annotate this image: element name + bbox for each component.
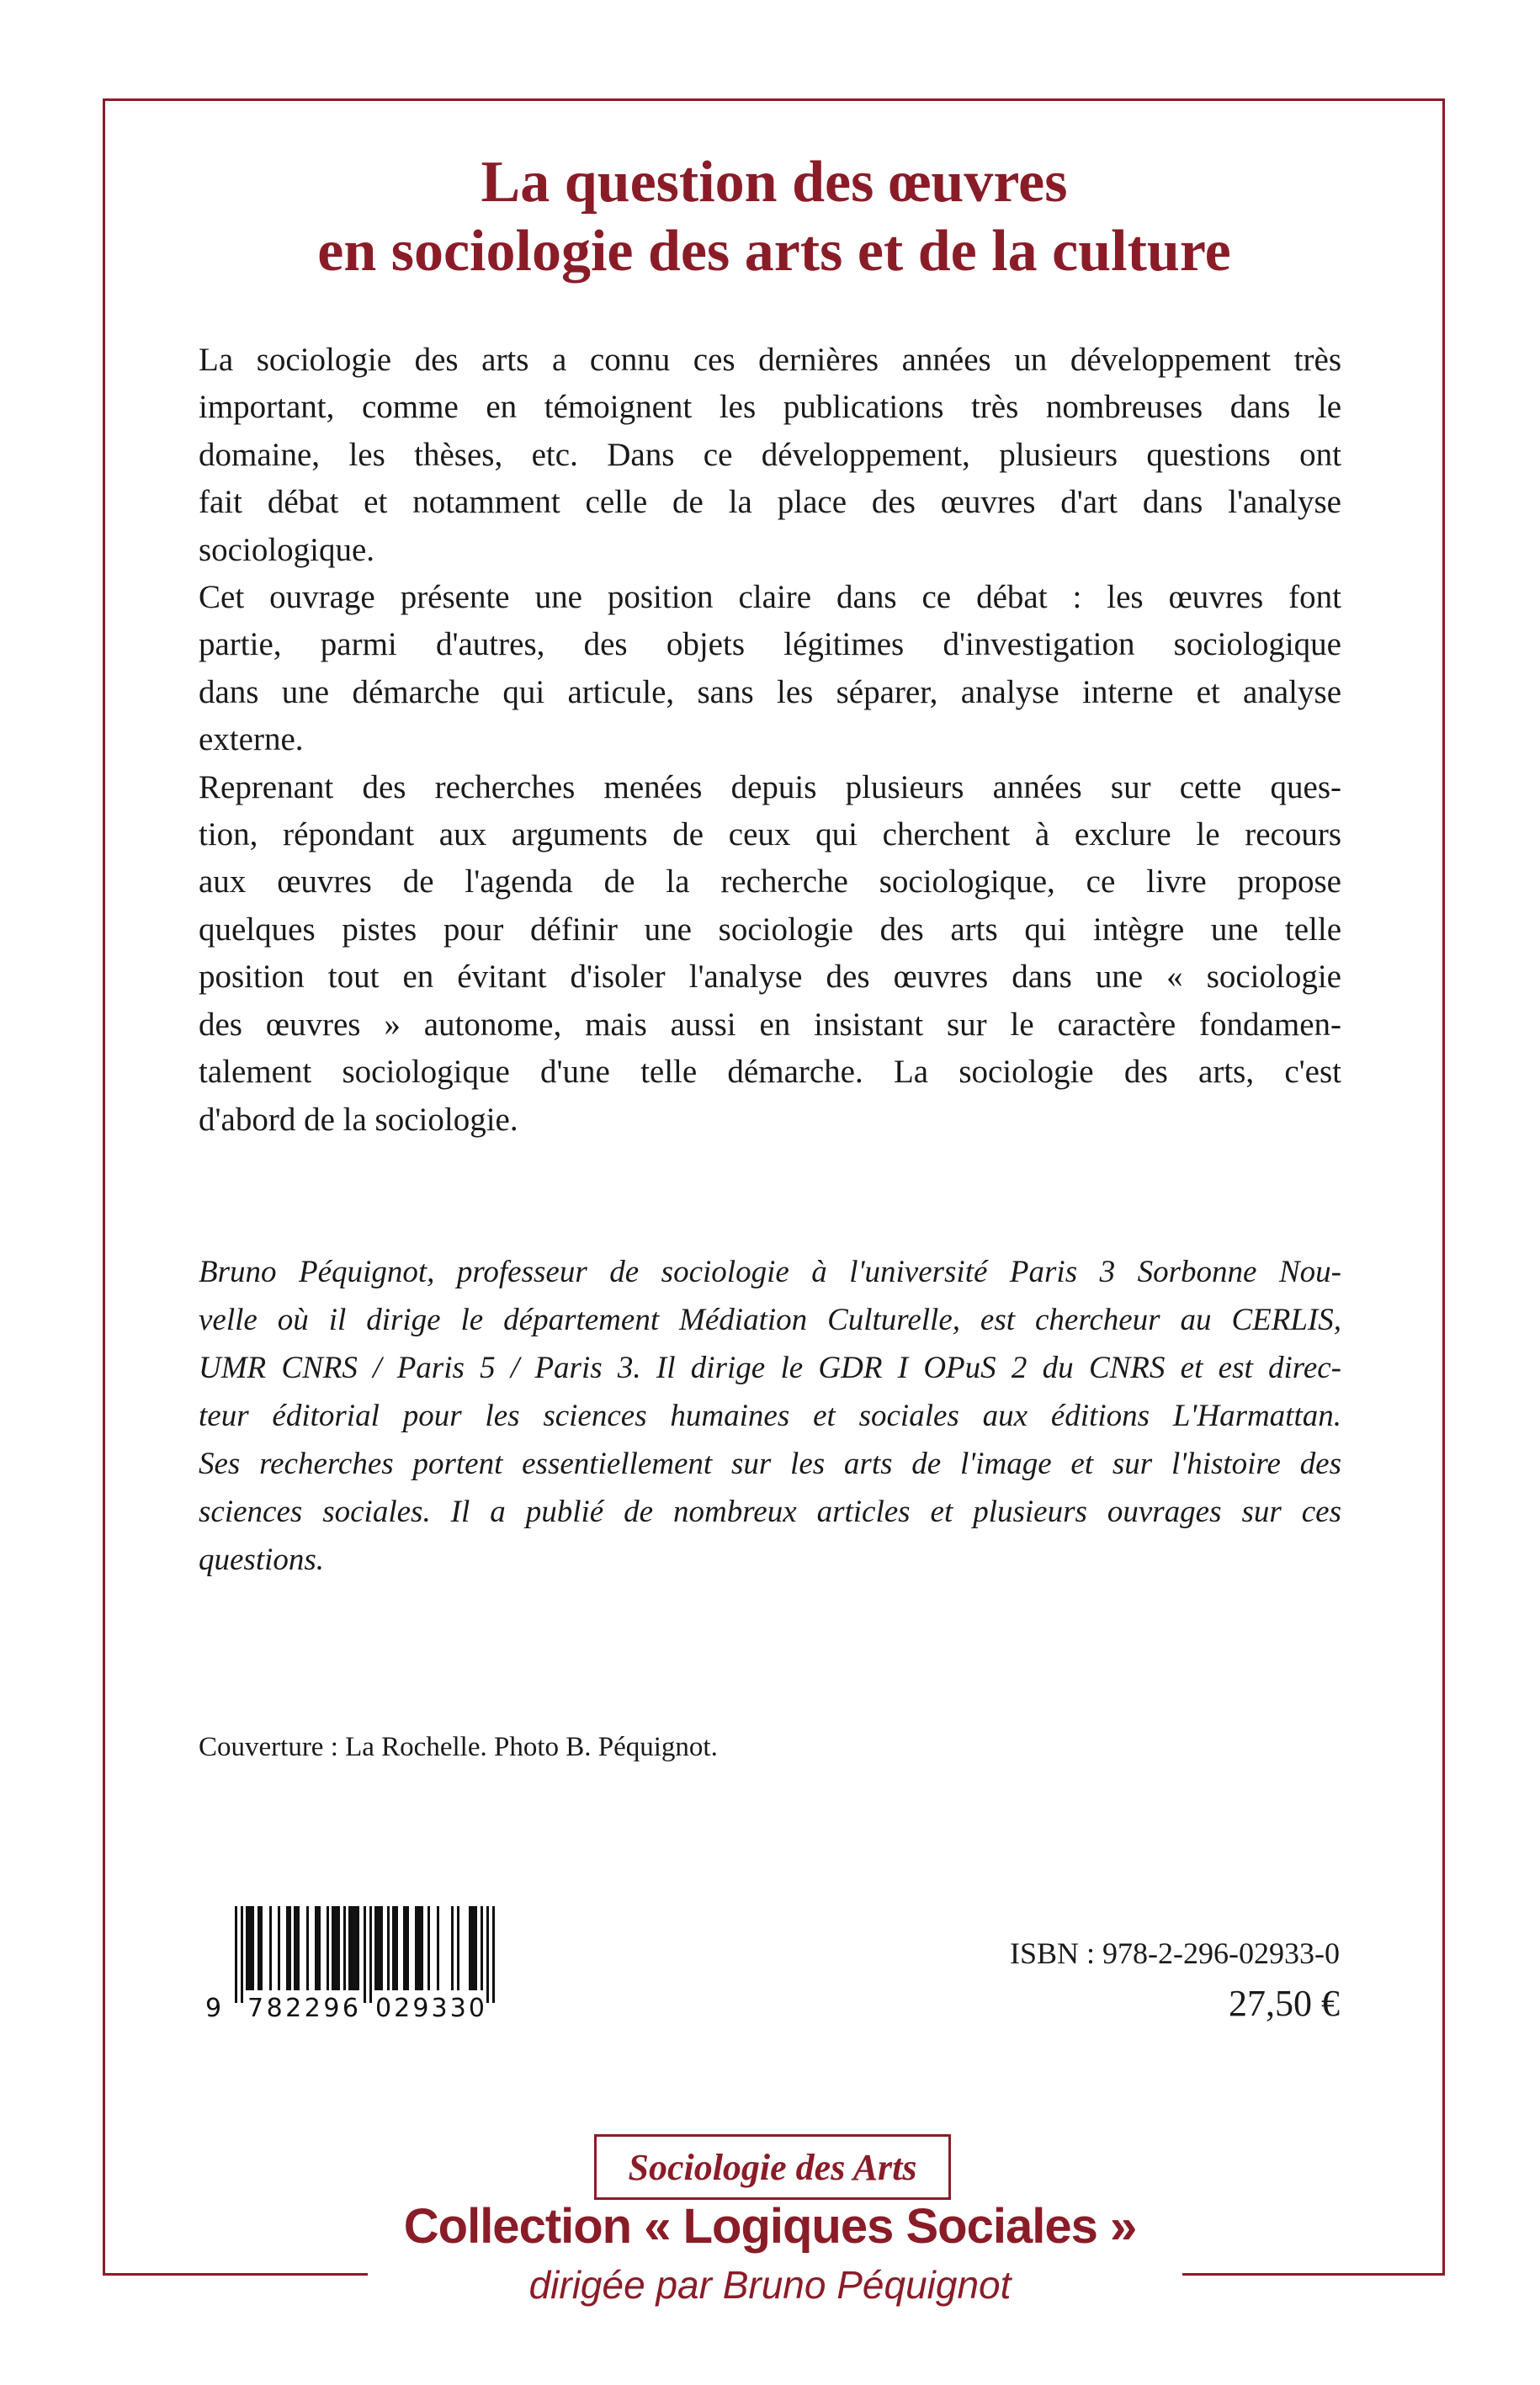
book-title-line-1: La question des œuvres <box>481 150 1068 215</box>
series-label: Sociologie des Arts <box>628 2146 917 2188</box>
collection-director: dirigée par Bruno Péquignot <box>528 2263 1012 2307</box>
svg-text:029330: 029330 <box>375 1994 485 2021</box>
summary-line: d'abord de la sociologie. <box>199 1101 518 1138</box>
summary-line: domaine, les thèses, etc. Dans ce développement, plusieurs questions ont <box>199 436 1341 473</box>
summary-line: La sociologie des arts a connu ces dernières années un développement très <box>199 342 1341 378</box>
summary-line: sociologique. <box>199 531 375 568</box>
summary-line: dans une démarche qui articule, sans les séparer, analyse interne et analyse <box>199 673 1341 710</box>
author-bio <box>199 1248 1341 1584</box>
cover-credit: Couverture : La Rochelle. Photo B. Péquignot. <box>199 1732 718 1762</box>
summary-line: externe. <box>199 721 304 758</box>
bio-line: teur éditorial pour les sciences humaines et sociales aux éditions L'Harmattan. <box>199 1399 1341 1433</box>
frame-top-border <box>103 98 1445 101</box>
summary-line: important, comme en témoignent les publications très nombreuses dans le <box>199 389 1341 426</box>
frame-right-border <box>1442 98 1445 2276</box>
isbn-barcode <box>199 1904 518 2021</box>
summary-line: fait débat et notamment celle de la place des œuvres d'art dans l'analyse <box>199 484 1341 521</box>
summary-line: Cet ouvrage présente une position claire dans ce débat : les œuvres font <box>199 579 1341 616</box>
book-title-line-2: en sociologie des arts et de la culture <box>317 219 1231 284</box>
bio-line: velle où il dirige le département Médiation Culturelle, est chercheur au CERLIS, <box>199 1303 1341 1337</box>
price: 27,50 € <box>1229 1983 1340 2024</box>
summary-line: quelques pistes pour définir une sociologie des arts qui intègre une telle <box>199 911 1341 948</box>
bio-line: sciences sociales. Il a publié de nombreux articles et plusieurs ouvrages sur ces <box>199 1495 1341 1529</box>
summary-line: tion, répondant aux arguments de ceux qui cherchent à exclure le recours <box>199 816 1341 853</box>
isbn-number: ISBN : 978-2-296-02933-0 <box>1010 1936 1340 1970</box>
collection-name: Collection « Logiques Sociales » <box>403 2199 1137 2254</box>
summary-line: talement sociologique d'une telle démarche. La sociologie des arts, c'est <box>199 1054 1341 1091</box>
barcode-icon <box>199 1904 518 2021</box>
summary-line: Reprenant des recherches menées depuis plusieurs années sur cette ques- <box>199 768 1341 805</box>
bio-line: Ses recherches portent essentiellement sur les arts de l'image et sur l'histoire des <box>199 1447 1341 1481</box>
svg-text:9: 9 <box>205 1994 222 2021</box>
summary-line: partie, parmi d'autres, des objets légitimes d'investigation sociologique <box>199 626 1341 663</box>
bio-line: Bruno Péquignot, professeur de sociologie à l'université Paris 3 Sorbonne Nou- <box>199 1255 1341 1289</box>
bio-line: questions. <box>199 1543 325 1577</box>
bio-line: UMR CNRS / Paris 5 / Paris 3. Il dirige le GDR I OPuS 2 du CNRS et est direc- <box>199 1351 1341 1385</box>
frame-left-border <box>103 98 105 2276</box>
book-summary <box>199 337 1341 1144</box>
series-label-box <box>594 2134 951 2200</box>
svg-text:782296: 782296 <box>247 1994 358 2021</box>
summary-line: aux œuvres de l'agenda de la recherche sociologique, ce livre propose <box>199 863 1341 900</box>
summary-line: des œuvres » autonome, mais aussi en insistant sur le caractère fondamen- <box>199 1006 1341 1043</box>
summary-line: position tout en évitant d'isoler l'analyse des œuvres dans une « sociologie <box>199 959 1341 996</box>
